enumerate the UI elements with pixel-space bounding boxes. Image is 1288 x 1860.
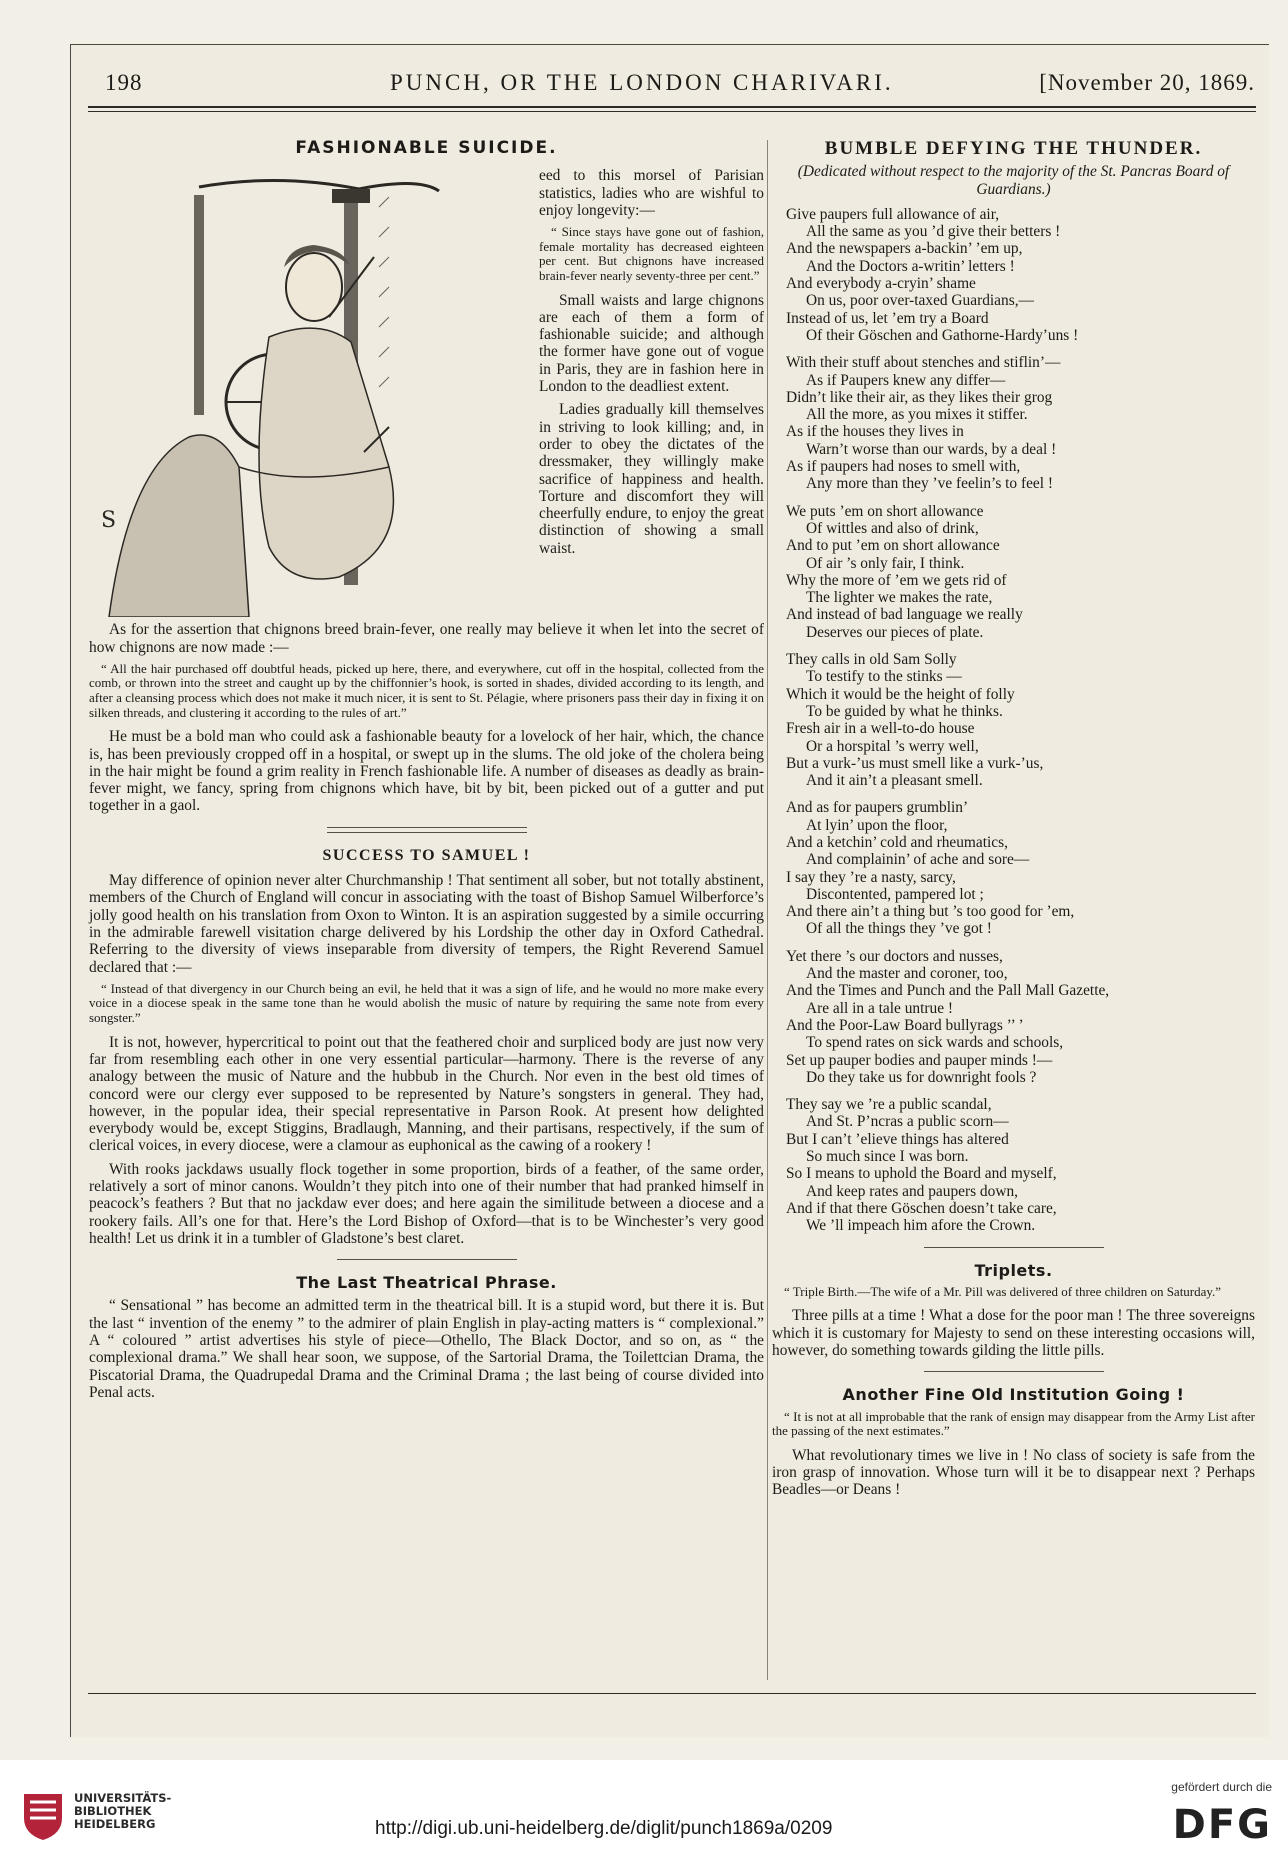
poem-line: Warn’t worse than our wards, by a deal !: [806, 440, 1057, 458]
poem-line: And the newspapers a-backin’ ’em up,: [786, 240, 1023, 258]
poem-line: We puts ’em on short allowance: [786, 502, 984, 520]
article-paragraph: Ladies gradually kill themselves in striving to look killing; and, in order to obey the dictates of the dressmaker, they willingly make sacrifice of happiness and health. Torture and discomfort they will cheerfully endure, to enjoy the great distinction of showing a small waist.: [539, 401, 764, 557]
poem-line: And there ain’t a thing but ’s too good for ’em,: [786, 903, 1075, 921]
article-quote: “ Since stays have gone out of fashion, female mortality has decreased eighteen per cent. But chignons have increased brain-fever nearly seventy-three per cent.”: [539, 224, 764, 283]
article-title: The Last Theatrical Phrase.: [296, 1273, 557, 1293]
page-title: PUNCH, OR THE LONDON CHARIVARI.: [390, 70, 894, 95]
right-column: [772, 140, 1255, 1505]
article-paragraph: Three pills at a time ! What a dose for the poor man ! The three sovereigns which it is customary for Majesty to send on these interesting occasions will, however, do something towards gilding the little pills.: [772, 1307, 1255, 1359]
article-title: Another Fine Old Institution Going !: [842, 1385, 1185, 1405]
dfg-logo: DFG: [1172, 1802, 1272, 1848]
column-divider: [767, 140, 768, 1680]
header-rule: [88, 106, 1256, 108]
illustration-woman-tied-to-bedpost: [89, 167, 529, 617]
poem-line: And as for paupers grumblin’: [786, 799, 969, 817]
uni-line: HEIDELBERG: [74, 1817, 156, 1831]
poem-line: And instead of bad language we really: [786, 606, 1023, 624]
left-column: [89, 140, 764, 1407]
section-divider: [924, 1247, 1104, 1248]
poem-stanza: [772, 206, 1255, 344]
poem-line: Which it would be the height of folly: [786, 685, 1015, 703]
poem-line: Of wittles and also of drink,: [806, 519, 979, 537]
article-paragraph: May difference of opinion never alter Churchmanship ! That sentiment all sober, but not totally abstinent, members of the Church of England will concur in associating with the toast of Bishop Samuel Wilberforce’s jolly good health on his translation from Oxon to Winton. It is an aspiration suggested by a simile occurring in the admirable farewell visitation charge delivered by his Lordship the other day in Oxford Cathedral. Referring to the diversity of views inseparable from diversity of tempers, the Right Reverend Samuel declared that :—: [89, 872, 764, 976]
poem-line: I say they ’re a nasty, sarcy,: [786, 868, 956, 886]
poem-line: Instead of us, let ’em try a Board: [786, 309, 989, 327]
section-divider: [327, 827, 527, 833]
poem-line: And the Poor-Law Board bullyrags ’’ ’: [786, 1016, 1024, 1034]
poem-line: And to put ’em on short allowance: [786, 537, 1000, 555]
article-title: Triplets.: [974, 1260, 1053, 1280]
poem-stanza: [772, 799, 1255, 937]
article-paragraph: He must be a bold man who could ask a fashionable beauty for a lovelock of her hair, which, the chance is, has been previously cropped off in a hospital, or swept up in the slums. The old joke of the cholera being in the hair might be found a grim reality in French fashionable life. A number of diseases as deadly as brain-fever might, we fancy, spring from chignons which have, bit by bit, been picked out of a gutter and put together in a gaol.: [89, 728, 764, 815]
poem-line: So much since I was born.: [806, 1148, 969, 1166]
poem-line: Of all the things they ’ve got !: [806, 920, 992, 938]
article-quote: “ Triple Birth.—The wife of a Mr. Pill was delivered of three children on Saturday.”: [784, 1283, 1222, 1299]
poem-stanza: [772, 651, 1255, 789]
poem-line: And it ain’t a pleasant smell.: [806, 772, 983, 790]
poem-stanza: [772, 1096, 1255, 1234]
digitization-footer: [0, 1760, 1288, 1860]
university-library-name: [74, 1792, 171, 1831]
poem-line: All the same as you ’d give their betters !: [806, 223, 1061, 241]
illustration-svg: [89, 167, 529, 617]
poem-line: Of their Göschen and Gathorne-Hardy’uns !: [806, 326, 1079, 344]
poem-line: They say we ’re a public scandal,: [786, 1096, 992, 1114]
page-date: [November 20, 1869.: [1039, 70, 1255, 95]
poem-line: And the master and coroner, too,: [806, 965, 1008, 983]
poem-title: BUMBLE DEFYING THE THUNDER.: [824, 138, 1203, 159]
poem-line: And if that there Göschen doesn’t take care,: [786, 1199, 1057, 1217]
poem-line: And keep rates and paupers down,: [806, 1182, 1018, 1200]
poem-stanza: [772, 354, 1255, 492]
header-rule-thin: [88, 111, 1256, 112]
poem-line: As if Paupers knew any differ—: [806, 371, 1006, 389]
university-library-logo-icon: [20, 1788, 66, 1842]
article-paragraph: As for the assertion that chignons breed brain-fever, one really may believe it when let into the secret of how chignons are now made :—: [89, 621, 764, 656]
article-title: FASHIONABLE SUICIDE.: [295, 138, 558, 158]
poem-line: To spend rates on sick wards and schools,: [806, 1034, 1064, 1052]
poem-line: As if paupers had noses to smell with,: [786, 458, 1021, 476]
poem-line: Fresh air in a well-to-do house: [786, 720, 975, 738]
bottom-rule: [88, 1693, 1256, 1694]
poem-line: And the Doctors a-writin’ letters !: [806, 257, 1015, 275]
poem-stanza: [772, 948, 1255, 1086]
section-divider: [924, 1371, 1104, 1372]
uni-line: BIBLIOTHEK: [74, 1804, 152, 1818]
poem-line: But a vurk-’us must smell like a vurk-’us,: [786, 754, 1044, 772]
poem-line: Do they take us for downright fools ?: [806, 1068, 1037, 1086]
poem-line: We ’ll impeach him afore the Crown.: [806, 1217, 1036, 1235]
poem-dedication: (Dedicated without respect to the majority of the St. Pancras Board of Guardians.): [797, 163, 1230, 198]
section-divider: [337, 1259, 517, 1260]
poem-line: Didn’t like their air, as they likes their grog: [786, 388, 1053, 406]
poem-line: But I can’t ’elieve things has altered: [786, 1130, 1009, 1148]
svg-text:S: S: [101, 508, 117, 534]
poem-line: As if the houses they lives in: [786, 423, 964, 441]
poem-line: And complainin’ of ache and sore—: [806, 851, 1030, 869]
poem-line: All the more, as you mixes it stiffer.: [806, 406, 1028, 424]
article-paragraph: eed to this morsel of Parisian statistics, ladies who are wishful to enjoy longevity:—: [539, 167, 764, 219]
poem-line: Deserves our pieces of plate.: [806, 623, 984, 641]
poem-line: They calls in old Sam Solly: [786, 651, 957, 669]
article-paragraph: “ Sensational ” has become an admitted term in the theatrical bill. It is a stupid word, but there it is. But the last “ invention of the enemy ” to the admirer of plain English in play-acting matters is “ complexional.” A “ coloured ” artist advertises his style of piece—Othello, The Black Doctor, and so on, as “ the complexional drama.” We shall hear soon, we suppose, of the Sartorial Drama, the Toilettcian Drama, the Piscatorial Drama, the Quadrupedal Drama and the Criminal Drama ; the last being of course divided into Penal acts.: [89, 1297, 764, 1401]
permalink-link[interactable]: http://digi.ub.uni-heidelberg.de/diglit/punch1869a/0209: [375, 1818, 833, 1839]
article-quote: “ Instead of that divergency in our Church being an evil, he held that it was a sign of life, and he would no more make every voice in a diocese speak in the same tone than he would abolish the music of nature by requiring the same note from every songster.”: [89, 980, 764, 1026]
page-number: 198: [105, 70, 143, 95]
poem-line: And St. P’ncras a public scorn—: [806, 1113, 1009, 1131]
poem-line: Are all in a tale untrue !: [806, 999, 954, 1017]
article-paragraph: It is not, however, hypercritical to point out that the feathered choir and surpliced body are just now very far from resembling each other in one very essential particular—harmony. There is the reverse of any analogy between the music of Nature and the hubbub in the Church. Nor even in the best old times of concord were our clergy ever supposed to be represented by Nature’s songsters in general. They had, however, in the popular idea, their special representative in Parson Rook. At present how delighted everybody would be, except Stiggins, Bradlaugh, Manning, and their partisans, respectively, if the sum of clerical voices, in every diocese, were a clamour as euphonical as the cawing of a rookery !: [89, 1033, 764, 1155]
article-paragraph: With rooks jackdaws usually flock together in some proportion, birds of a feather, of the same order, relatively a sort of minor canons. Wouldn’t they pitch into one of their number that had pranked himself in peacock’s feathers ? But that no jackdaw ever does; and here again the similitude between a diocese and a rookery fails. All’s one for that. Here’s the Lord Bishop of Oxford—that is to be Winchester’s very good health! Let us drink it in a tumbler of Gladstone’s best claret.: [89, 1160, 764, 1247]
poem-line: And everybody a-cryin’ shame: [786, 275, 976, 293]
poem-line: With their stuff about stenches and stiflin’—: [786, 354, 1061, 372]
article-quote: “ All the hair purchased off doubtful heads, picked up here, there, and everywhere, cut off in the hospital, collected from the comb, or thrown into the street and caught up by the chiffonnier’s hook, is sorted in shades, divided according to its length, and after a cleansing process which does not make it much nicer, it is sent to St. Pélagie, where prisoners pass their day in fixing it on silken threads, and clustering it according to the rules of art.”: [89, 660, 764, 720]
poem-body: [772, 206, 1255, 1235]
article-title: SUCCESS TO SAMUEL !: [322, 846, 531, 864]
poem-line: At lyin’ upon the floor,: [806, 816, 948, 834]
poem-line: To be guided by what he thinks.: [806, 702, 1003, 720]
poem-line: Yet there ’s our doctors and nusses,: [786, 947, 1003, 965]
poem-line: Discontented, pampered lot ;: [806, 885, 984, 903]
poem-line: Or a horspital ’s werry well,: [806, 737, 979, 755]
poem-line: Why the more of ’em we gets rid of: [786, 571, 1007, 589]
poem-line: And a ketchin’ cold and rheumatics,: [786, 833, 1008, 851]
article-quote: “ It is not at all improbable that the rank of ensign may disappear from the Army List after the passing of the next estimates.”: [772, 1408, 1255, 1439]
poem-line: To testify to the stinks —: [806, 668, 962, 686]
poem-line: On us, poor over-taxed Guardians,—: [806, 292, 1034, 310]
article-paragraph: What revolutionary times we live in ! No class of society is safe from the iron grasp of innovation. Whose turn will it be to disappear next ? Perhaps Beadles—or Deans !: [772, 1446, 1255, 1499]
poem-line: Of air ’s only fair, I think.: [806, 554, 965, 572]
poem-line: And the Times and Punch and the Pall Mall Gazette,: [786, 982, 1110, 1000]
poem-stanza: [772, 503, 1255, 641]
poem-line: Any more than they ’ve feelin’s to feel !: [806, 475, 1054, 493]
poem-line: Give paupers full allowance of air,: [786, 205, 1000, 223]
poem-line: The lighter we makes the rate,: [806, 589, 993, 607]
article-paragraph: Small waists and large chignons are each of them a form of fashionable suicide; and although the former have gone out of vogue in Paris, they are in fashion here in London to the deadliest extent.: [539, 291, 764, 396]
uni-line: UNIVERSITÄTS-: [74, 1791, 172, 1805]
poem-line: Set up pauper bodies and pauper minds !—: [786, 1051, 1053, 1069]
funded-by-label: gefördert durch die: [1171, 1780, 1272, 1794]
poem-line: So I means to uphold the Board and myself,: [786, 1165, 1057, 1183]
